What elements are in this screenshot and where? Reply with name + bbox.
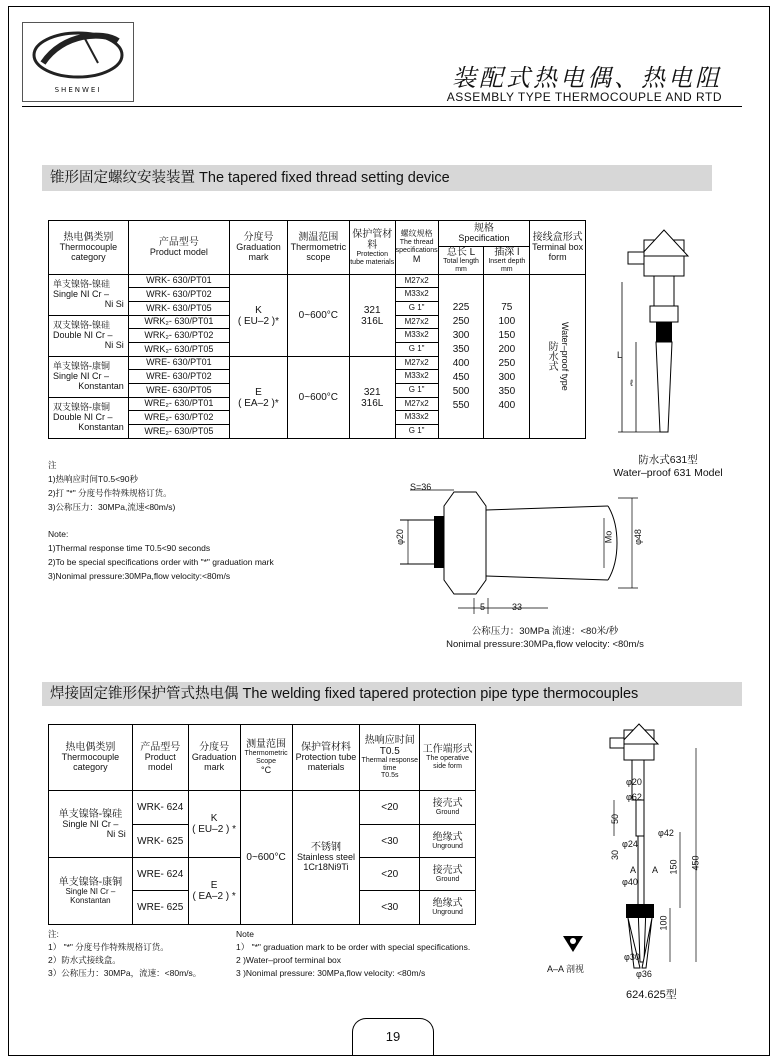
model-631-drawing — [600, 222, 730, 454]
insert-depth-cell — [484, 275, 530, 439]
dim-d30: φ30 — [624, 952, 640, 962]
total-length-value: 400 — [452, 357, 470, 369]
model-cell: WRK- 630/PT02 — [128, 288, 229, 302]
box-cell — [530, 275, 586, 439]
caption-cn: 防水式631型 — [638, 454, 698, 466]
thread-cell: G 1" — [395, 384, 438, 398]
dim-30: 30 — [610, 849, 621, 861]
section1-notes-cn — [48, 458, 175, 514]
note-line: 1)Thermal response time T0.5<90 seconds — [48, 543, 211, 553]
cat-cell: 单支镍铬-镍硅 Single NI Cr – Ni Si — [49, 791, 133, 858]
section1-spec-table — [48, 220, 586, 439]
range-cell: 0~600°C — [240, 791, 292, 925]
note-line: 2）防水式接线盒。 — [48, 955, 121, 965]
grad-cell: E ( EA–2 ) * — [188, 858, 240, 925]
pressure-caption — [400, 625, 690, 651]
note-line: 注 — [48, 460, 57, 470]
note-line: 2)打 "*" 分度号作特殊规格订货。 — [48, 488, 172, 498]
box-cn: 防水式 — [546, 341, 558, 372]
side-cell: 接壳式 Ground — [420, 791, 476, 825]
model-cell: WRE- 624 — [132, 858, 188, 891]
tube-cell: 321 316L — [349, 357, 395, 439]
model-cell: WRE₂- 630/PT01 — [128, 398, 229, 411]
section-aa-symbol — [560, 932, 586, 956]
hdr-tube: 保护管材料 Protection tube materials — [349, 221, 395, 275]
tube-cell: 不锈钢 Stainless steel 1Cr18Ni9Ti — [292, 791, 360, 925]
model-cell: WRE- 625 — [132, 891, 188, 925]
dim-mo: Mo — [603, 530, 614, 544]
insert-depth-value: 100 — [498, 315, 516, 327]
insert-depth-value: 150 — [498, 329, 516, 341]
hdr2-model: 产品型号 Product model — [132, 725, 188, 791]
dim-33: 33 — [512, 602, 523, 612]
hdr-total-length: 总长 L Total length mm — [438, 247, 484, 275]
cat-cell: 双支镍铬-康铜 Double NI Cr – Konstantan — [49, 398, 129, 439]
dim-L: L — [617, 350, 623, 360]
dim-l: ℓ — [630, 378, 633, 388]
dim-5: 5 — [480, 602, 486, 612]
grad-cell: K ( EU–2 )* — [230, 275, 288, 357]
dim-150: 150 — [668, 859, 679, 875]
dim-s36: S=36 — [410, 482, 432, 492]
thread-cell: M27x2 — [395, 275, 438, 288]
thread-cell: M33x2 — [395, 411, 438, 425]
dim-d48: φ48 — [632, 529, 643, 545]
dim-A-left: A — [630, 865, 637, 875]
resp-cell: <20 — [360, 858, 420, 891]
box-en: Water–proof type — [560, 322, 571, 391]
pressure-en: Nonimal pressure:30MPa,flow velocity: <80m/s — [446, 639, 644, 650]
model-cell: WRK₂- 630/PT01 — [128, 316, 229, 329]
hdr-range: 测温范围 Thermometric scope — [287, 221, 349, 275]
note-line: 3)公称压力：30MPa,流速<80m/s) — [48, 502, 176, 512]
side-cell: 接壳式 Ground — [420, 858, 476, 891]
thread-detail-drawing — [388, 476, 668, 626]
resp-cell: <30 — [360, 825, 420, 858]
hdr-model: 产品型号 Product model — [128, 221, 229, 275]
model-624-caption: 624.625型 — [626, 989, 677, 1001]
insert-depth-value: 75 — [501, 301, 513, 313]
note-line: Note: — [48, 529, 69, 539]
range-cell: 0~600°C — [287, 357, 349, 439]
dim-d40: φ40 — [622, 877, 638, 887]
grad-cell: E ( EA–2 )* — [230, 357, 288, 439]
model-cell: WRE- 630/PT02 — [128, 370, 229, 384]
note-line: 注: — [48, 929, 59, 939]
thread-cell: M27x2 — [395, 357, 438, 370]
thread-cell: M27x2 — [395, 398, 438, 411]
section-aa-label: A–A 剖视 — [547, 964, 585, 974]
logo-caption: SHENWEI — [54, 86, 102, 94]
model-cell: WRE- 630/PT01 — [128, 357, 229, 370]
model-cell: WRE₂- 630/PT02 — [128, 411, 229, 425]
note-line: 3 )Nonimal pressure: 30MPa,flow velocity: <80m/s — [236, 968, 426, 978]
section2-notes-en — [236, 928, 470, 980]
note-line: 1） "*" 分度号作特殊规格订货。 — [48, 942, 169, 952]
model-cell: WRK- 625 — [132, 825, 188, 858]
model-cell: WRK- 630/PT01 — [128, 275, 229, 288]
hdr-box: 接线盒形式 Terminal box form — [530, 221, 586, 275]
note-line: 1)热响应时间T0.5<90秒 — [48, 474, 138, 484]
hdr-spec: 规格 Specification — [438, 221, 530, 247]
section2-notes-cn — [48, 928, 201, 980]
thread-cell: M33x2 — [395, 329, 438, 343]
hdr2-category: 热电偶类别 Thermocouple category — [49, 725, 133, 791]
note-line: Note — [236, 929, 254, 939]
note-line: 1） "*" graduation mark to be order with special specifications. — [236, 942, 471, 952]
model-cell: WRK- 630/PT05 — [128, 302, 229, 316]
model-cell: WRE- 630/PT05 — [128, 384, 229, 398]
total-length-value: 300 — [452, 329, 470, 341]
dim-d20: φ20 — [394, 529, 405, 545]
total-length-value: 500 — [452, 385, 470, 397]
model-624-drawing — [600, 722, 740, 984]
dim-d24: φ24 — [622, 839, 638, 849]
note-line: 3）公称压力：30MPa，流速：<80m/s。 — [48, 968, 202, 978]
side-cell: 绝缘式 Unground — [420, 891, 476, 925]
total-length-value: 250 — [452, 315, 470, 327]
section1-notes-en — [48, 527, 274, 583]
logo-mark — [23, 23, 133, 85]
total-length-value: 225 — [452, 301, 470, 313]
hdr2-response: 热响应时间T0.5 Thermal response time T0.5s — [360, 725, 420, 791]
pressure-cn: 公称压力：30MPa 流速：<80米/秒 — [471, 626, 619, 637]
side-cell: 绝缘式 Unground — [420, 825, 476, 858]
total-length-value: 450 — [452, 371, 470, 383]
model-cell: WRK- 624 — [132, 791, 188, 825]
cat-cell: 双支镍铬-镍硅 Double NI Cr – Ni Si — [49, 316, 129, 357]
insert-depth-value: 400 — [498, 399, 516, 411]
section2-banner: 焊接固定锥形保护管式热电偶 The welding fixed tapered protection pipe type thermocouples — [42, 682, 742, 706]
dim-d62: φ62 — [626, 792, 642, 802]
thread-cell: G 1" — [395, 425, 438, 439]
model-cell: WRE₂- 630/PT05 — [128, 425, 229, 439]
hdr-thread: 螺纹规格 The thread specifications M — [395, 221, 438, 275]
total-length-cell — [438, 275, 484, 439]
insert-depth-value: 300 — [498, 371, 516, 383]
total-length-value: 550 — [452, 399, 470, 411]
dim-d36: φ36 — [636, 969, 652, 979]
hdr2-tube: 保护管材料 Protection tube materials — [292, 725, 360, 791]
insert-depth-value: 250 — [498, 357, 516, 369]
total-length-value: 350 — [452, 343, 470, 355]
hdr2-graduation: 分度号 Graduation mark — [188, 725, 240, 791]
section2-spec-table — [48, 724, 476, 925]
thread-cell: M33x2 — [395, 370, 438, 384]
thread-cell: G 1" — [395, 343, 438, 357]
insert-depth-value: 200 — [498, 343, 516, 355]
dim-d42: φ42 — [658, 828, 674, 838]
dim-A-right: A — [652, 865, 659, 875]
spec-row — [49, 275, 586, 288]
page-title-cn: 装配式热电偶、热电阻 — [452, 64, 722, 92]
cat-cell: 单支镍铬-康铜 Single NI Cr – Konstantan — [49, 357, 129, 398]
model-cell: WRK₂- 630/PT05 — [128, 343, 229, 357]
hdr-graduation: 分度号 Graduation mark — [230, 221, 288, 275]
dim-450: 450 — [690, 855, 701, 871]
model-cell: WRK₂- 630/PT02 — [128, 329, 229, 343]
section1-banner: 锥形固定螺纹安装装置 The tapered fixed thread setting device — [42, 165, 712, 191]
hdr2-side: 工作端形式 The operative side form — [420, 725, 476, 791]
note-line: 3)Nonimal pressure:30MPa,flow velocity:<80m/s — [48, 571, 231, 581]
hdr-category: 热电偶类别 Thermocouple category — [49, 221, 129, 275]
note-line: 2 )Water–proof terminal box — [236, 955, 342, 965]
range-cell: 0~600°C — [287, 275, 349, 357]
thread-cell: G 1" — [395, 302, 438, 316]
page-number: 19 — [352, 1018, 434, 1056]
note-line: 2)To be special specifications order with "*" graduation mark — [48, 557, 274, 567]
caption-en: Water–proof 631 Model — [613, 467, 723, 479]
hdr2-range: 测量范围 Thermometric Scope °C — [240, 725, 292, 791]
thread-cell: M33x2 — [395, 288, 438, 302]
resp-cell: <30 — [360, 891, 420, 925]
insert-depth-value: 350 — [498, 385, 516, 397]
dim-100: 100 — [658, 915, 669, 931]
page-title-en: ASSEMBLY TYPE THERMOCOUPLE AND RTD — [446, 90, 722, 104]
grad-cell: K ( EU–2 ) * — [188, 791, 240, 858]
header-divider — [22, 106, 742, 107]
tube-cell: 321 316L — [349, 275, 395, 357]
cat-cell: 单支镍铬-镍硅 Single NI Cr – Ni Si — [49, 275, 129, 316]
dim-d20-b: φ20 — [626, 777, 642, 787]
hdr-insert-depth: 插深 l Insert depth mm — [484, 247, 530, 275]
cat-cell: 单支镍铬-康铜 Single NI Cr – Konstantan — [49, 858, 133, 925]
dim-50: 50 — [610, 813, 621, 825]
resp-cell: <20 — [360, 791, 420, 825]
thread-cell: M27x2 — [395, 316, 438, 329]
